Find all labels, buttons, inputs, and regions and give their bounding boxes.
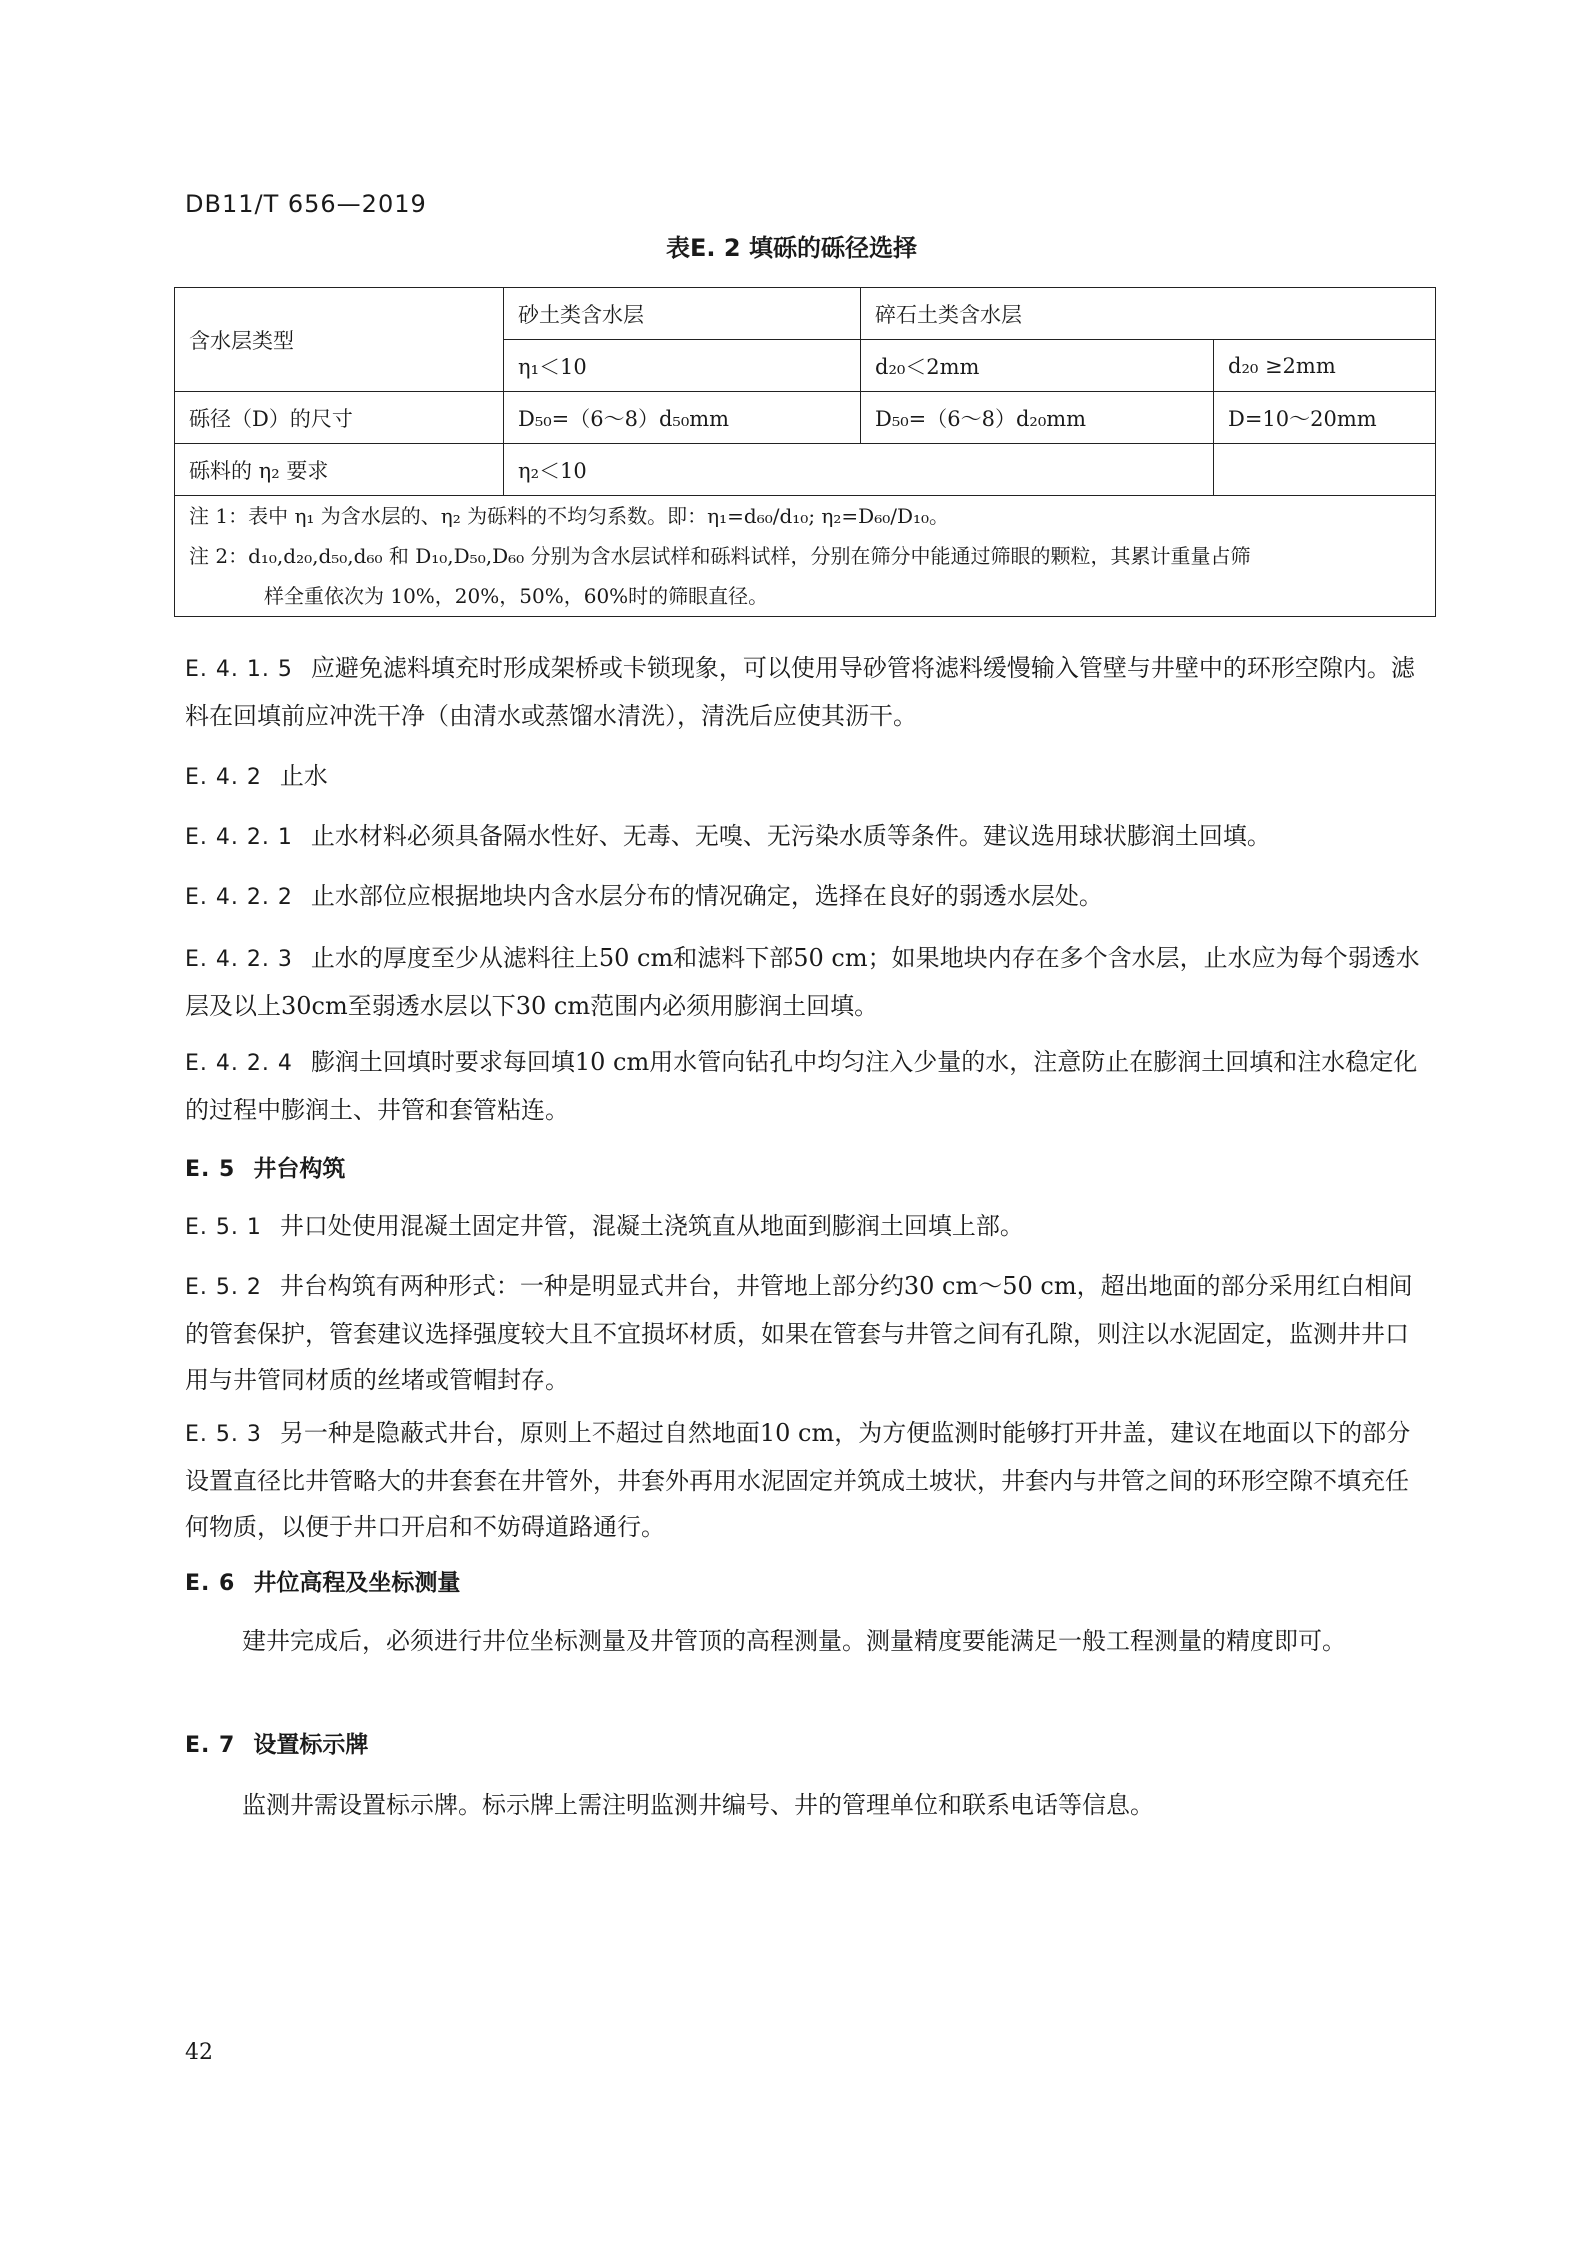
table-row bbox=[175, 392, 1436, 444]
clause-text: 止水的厚度至少从滤料往上50 cm和滤料下部50 cm；如果地块内存在多个含水层，止水应为每个弱透水层及以上30cm至弱透水层以下30 cm范围内必须用膨润土回填。 bbox=[185, 944, 1420, 1020]
clause-number: E. 4. 2. 4 bbox=[185, 1051, 293, 1076]
clause-number: E. 4. 2. 2 bbox=[185, 885, 293, 910]
section-title: 井台构筑 bbox=[253, 1156, 346, 1182]
clause-text: 另一种是隐蔽式井台，原则上不超过自然地面10 cm，为方便监测时能够打开井盖，建议在地面以下的部分设置直径比井管略大的井套套在井管外，井套外再用水泥固定并筑成土坡状，井套内与井管之间的环形空隙不填充任何物质，以便于井口开启和不妨碍道路通行。 bbox=[185, 1419, 1411, 1541]
table-cell: D₅₀=（6～8）d₂₀mm bbox=[861, 392, 1214, 444]
clause-e4-2-2 bbox=[185, 873, 1425, 921]
table-notes bbox=[175, 496, 1436, 617]
table-note-1: 注 1：表中 η₁ 为含水层的、η₂ 为砾料的不均匀系数。即：η₁=d₆₀/d₁₀; η₂=D₆₀/D₁₀。 bbox=[189, 504, 950, 528]
table-row bbox=[175, 444, 1436, 496]
clause-number: E. 5. 1 bbox=[185, 1215, 262, 1240]
document-id: DB11/T 656—2019 bbox=[185, 190, 427, 218]
clause-text: 膨润土回填时要求每回填10 cm用水管向钻孔中均匀注入少量的水，注意防止在膨润土回填和注水稳定化的过程中膨润土、井管和套管粘连。 bbox=[185, 1048, 1418, 1124]
table-title: 表E. 2 填砾的砾径选择 bbox=[666, 234, 917, 262]
section-e6-body: 建井完成后，必须进行井位坐标测量及井管顶的高程测量。测量精度要能满足一般工程测量的精度即可。 bbox=[242, 1627, 1346, 1655]
table-cell: D=10～20mm bbox=[1214, 392, 1436, 444]
table-cell: 砾料的 η₂ 要求 bbox=[175, 444, 504, 496]
clause-e4-2 bbox=[185, 753, 1425, 801]
table-cell: D₅₀=（6～8）d₅₀mm bbox=[504, 392, 861, 444]
clause-number: E. 5. 2 bbox=[185, 1275, 262, 1300]
gravel-size-table bbox=[174, 287, 1436, 617]
page-number: 42 bbox=[185, 2040, 213, 2065]
table-cell: d₂₀ ≥2mm bbox=[1214, 340, 1436, 392]
section-title: 井位高程及坐标测量 bbox=[253, 1570, 461, 1596]
clause-e4-2-1 bbox=[185, 813, 1425, 861]
clause-number: E. 5. 3 bbox=[185, 1422, 262, 1447]
section-e5-heading bbox=[185, 1145, 1425, 1193]
table-cell: η₁＜10 bbox=[504, 340, 861, 392]
clause-number: E. 4. 2 bbox=[185, 765, 262, 790]
clause-number: E. 4. 2. 3 bbox=[185, 947, 293, 972]
section-number: E. 5 bbox=[185, 1157, 236, 1182]
table-cell: 砾径（D）的尺寸 bbox=[175, 392, 504, 444]
clause-text: 井口处使用混凝土固定井管，混凝土浇筑直从地面到膨润土回填上部。 bbox=[279, 1212, 1024, 1240]
clause-e4-1-5 bbox=[185, 645, 1425, 739]
table-cell-empty bbox=[1214, 444, 1436, 496]
clause-e5-3 bbox=[185, 1410, 1425, 1550]
table-cell: 含水层类型 bbox=[175, 288, 504, 392]
clause-text: 应避免滤料填充时形成架桥或卡锁现象，可以使用导砂管将滤料缓慢输入管壁与井壁中的环形空隙内。滤料在回填前应冲洗干净（由清水或蒸馏水清洗），清洗后应使其沥干。 bbox=[185, 654, 1415, 730]
section-title: 设置标示牌 bbox=[253, 1732, 369, 1758]
clause-e4-2-4 bbox=[185, 1039, 1425, 1133]
clause-number: E. 4. 2. 1 bbox=[185, 825, 293, 850]
table-cell: d₂₀＜2mm bbox=[861, 340, 1214, 392]
table-note-2: 注 2：d₁₀,d₂₀,d₅₀,d₆₀ 和 D₁₀,D₅₀,D₆₀ 分别为含水层试样和砾料试样，分别在筛分中能通过筛眼的颗粒，其累计重量占筛 bbox=[189, 544, 1251, 568]
table-note-2-continued: 样全重依次为 10%，20%，50%，60%时的筛眼直径。 bbox=[264, 584, 769, 608]
clause-text: 止水 bbox=[279, 762, 328, 790]
clause-e4-2-3 bbox=[185, 935, 1425, 1029]
clause-text: 井台构筑有两种形式：一种是明显式井台，井管地上部分约30 cm～50 cm，超出地面的部分采用红白相间的管套保护，管套建议选择强度较大且不宜损坏材质，如果在管套与井管之间有孔隙，则注以水泥固定，监测井井口用与井管同材质的丝堵或管帽封存。 bbox=[185, 1272, 1413, 1394]
clause-number: E. 4. 1. 5 bbox=[185, 657, 293, 682]
section-e6-heading bbox=[185, 1559, 1425, 1607]
table-cell: η₂＜10 bbox=[504, 444, 1214, 496]
clause-text: 止水部位应根据地块内含水层分布的情况确定，选择在良好的弱透水层处。 bbox=[310, 882, 1103, 910]
clause-text: 止水材料必须具备隔水性好、无毒、无嗅、无污染水质等条件。建议选用球状膨润土回填。 bbox=[310, 822, 1271, 850]
section-e7-body: 监测井需设置标示牌。标示牌上需注明监测井编号、井的管理单位和联系电话等信息。 bbox=[242, 1791, 1154, 1819]
clause-e5-2 bbox=[185, 1263, 1425, 1403]
section-number: E. 6 bbox=[185, 1571, 236, 1596]
table-row bbox=[175, 288, 1436, 340]
section-e7-heading bbox=[185, 1721, 1425, 1769]
clause-e5-1 bbox=[185, 1203, 1425, 1251]
section-number: E. 7 bbox=[185, 1733, 236, 1758]
table-cell: 砂土类含水层 bbox=[504, 288, 861, 340]
table-cell: 碎石土类含水层 bbox=[861, 288, 1436, 340]
table-note-row bbox=[175, 496, 1436, 617]
